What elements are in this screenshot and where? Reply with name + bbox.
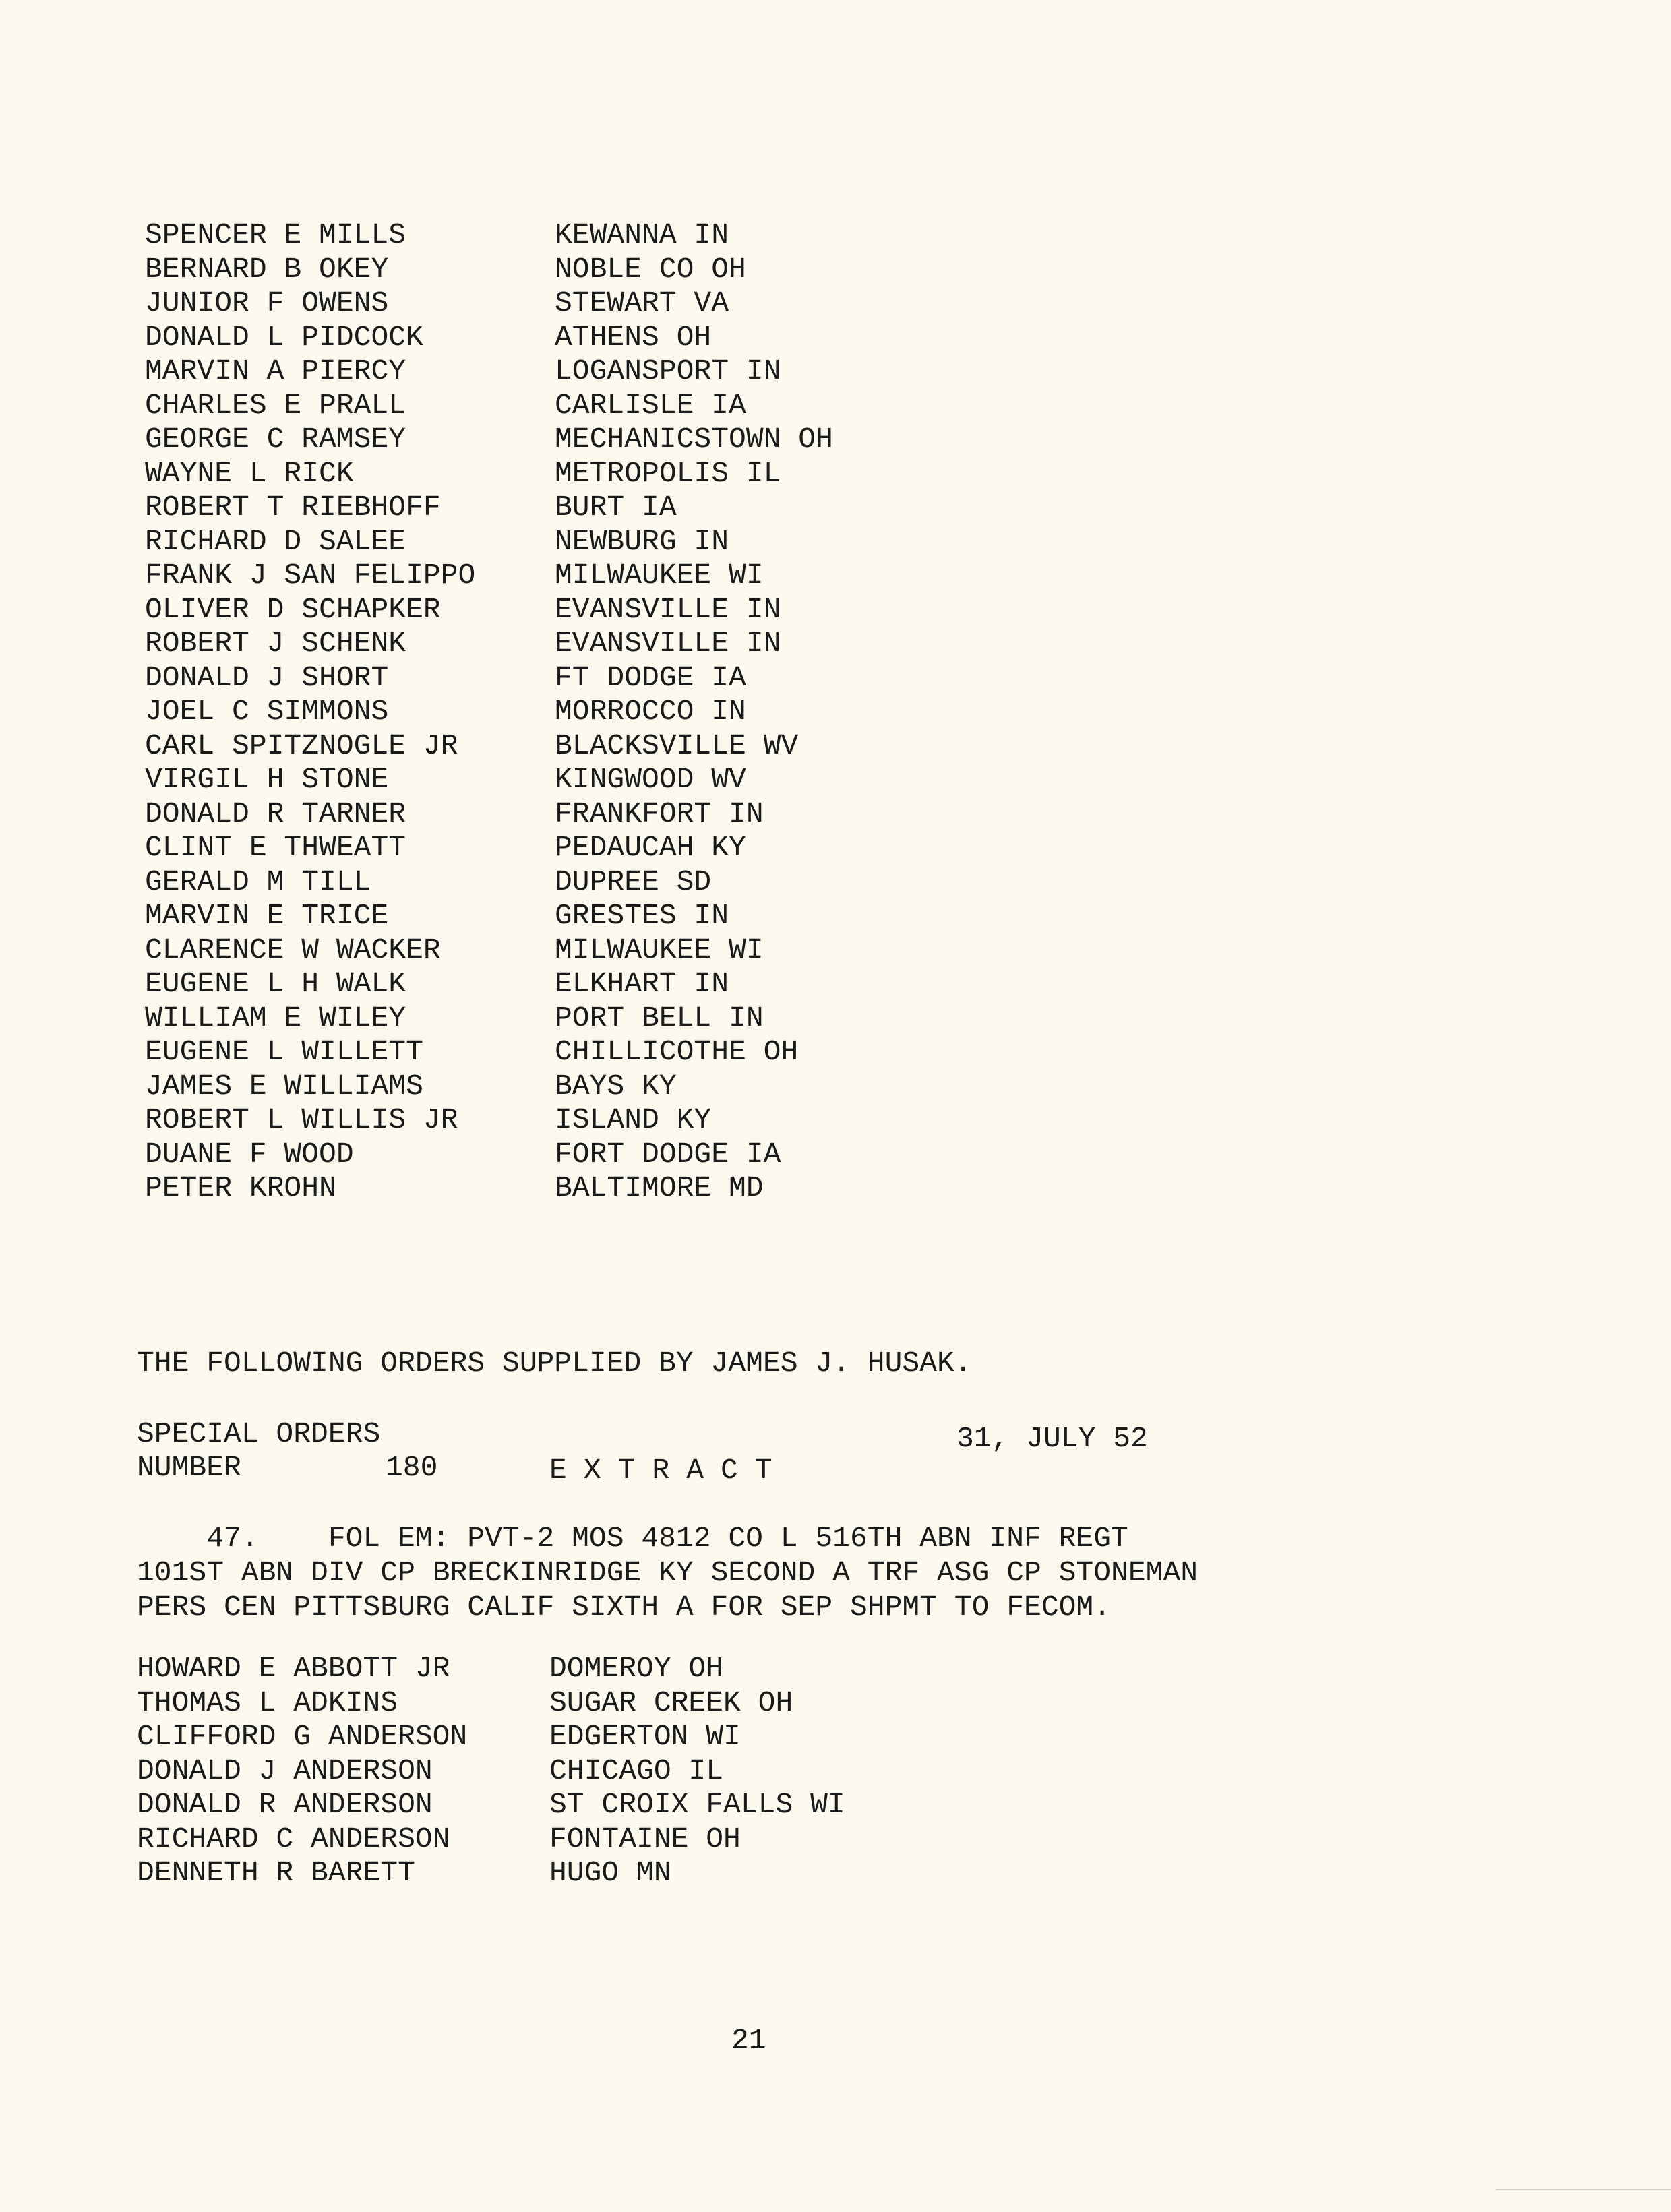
special-orders-date: 31, JULY 52 bbox=[956, 1422, 1148, 1455]
hometown: ATHENS OH bbox=[555, 320, 712, 354]
soldier-name: SPENCER E MILLS bbox=[145, 218, 406, 251]
hometown: ST CROIX FALLS WI bbox=[549, 1788, 845, 1821]
hometown: BALTIMORE MD bbox=[555, 1171, 764, 1204]
soldier-name: CHARLES E PRALL bbox=[145, 388, 406, 422]
hometown: MECHANICSTOWN OH bbox=[555, 423, 833, 456]
soldier-name: VIRGIL H STONE bbox=[145, 763, 389, 796]
hometown: DOMEROY OH bbox=[549, 1652, 724, 1685]
soldier-name: CLINT E THWEATT bbox=[145, 831, 406, 864]
hometown: GRESTES IN bbox=[555, 899, 729, 932]
hometown: FONTAINE OH bbox=[549, 1822, 741, 1855]
hometown: BURT IA bbox=[555, 491, 677, 524]
soldier-name: JUNIOR F OWENS bbox=[145, 286, 389, 319]
order-paragraph bbox=[137, 1521, 1198, 1624]
hometown: DUPREE SD bbox=[555, 865, 712, 898]
page-number: 21 bbox=[731, 2024, 766, 2057]
paragraph-line: 101ST ABN DIV CP BRECKINRIDGE KY SECOND A TRF ASG CP STONEMAN bbox=[137, 1556, 1198, 1589]
soldier-name: WILLIAM E WILEY bbox=[145, 1001, 406, 1035]
soldier-name: JAMES E WILLIAMS bbox=[145, 1069, 423, 1103]
soldier-name: ROBERT L WILLIS JR bbox=[145, 1103, 458, 1136]
soldier-name: EUGENE L WILLETT bbox=[145, 1035, 423, 1068]
hometown: HUGO MN bbox=[549, 1856, 671, 1889]
soldier-name: RICHARD C ANDERSON bbox=[137, 1822, 450, 1855]
hometown: CHILLICOTHE OH bbox=[555, 1035, 799, 1068]
hometown: NOBLE CO OH bbox=[555, 252, 746, 286]
soldier-name: DENNETH R BARETT bbox=[137, 1856, 415, 1889]
soldier-name: DONALD R TARNER bbox=[145, 797, 406, 830]
hometown: BLACKSVILLE WV bbox=[555, 729, 799, 762]
paragraph-line: 47. FOL EM: PVT-2 MOS 4812 CO L 516TH ABN INF REGT bbox=[137, 1522, 1128, 1555]
hometown: EVANSVILLE IN bbox=[555, 592, 781, 626]
orders-source-line: THE FOLLOWING ORDERS SUPPLIED BY JAMES J. HUSAK. bbox=[137, 1347, 972, 1380]
special-orders-number-label: NUMBER bbox=[137, 1451, 241, 1484]
soldier-name: CLARENCE W WACKER bbox=[145, 933, 441, 966]
hometown: FRANKFORT IN bbox=[555, 797, 764, 830]
soldier-name: WAYNE L RICK bbox=[145, 456, 354, 490]
soldier-name: BERNARD B OKEY bbox=[145, 252, 389, 286]
scan-edge-line bbox=[1496, 2189, 1671, 2190]
soldier-name: PETER KROHN bbox=[145, 1171, 336, 1204]
hometown: ISLAND KY bbox=[555, 1103, 712, 1136]
hometown: MORROCCO IN bbox=[555, 695, 746, 728]
hometown: KEWANNA IN bbox=[555, 218, 729, 251]
hometown: PORT BELL IN bbox=[555, 1001, 764, 1035]
soldier-name: GERALD M TILL bbox=[145, 865, 371, 898]
hometown: MILWAUKEE WI bbox=[555, 559, 764, 592]
soldier-name: DUANE F WOOD bbox=[145, 1137, 354, 1171]
hometown: KINGWOOD WV bbox=[555, 763, 746, 796]
hometown: FT DODGE IA bbox=[555, 660, 746, 694]
hometown: CARLISLE IA bbox=[555, 388, 746, 422]
hometown: EVANSVILLE IN bbox=[555, 627, 781, 660]
soldier-name: ROBERT J SCHENK bbox=[145, 627, 406, 660]
hometown: NEWBURG IN bbox=[555, 524, 729, 558]
hometown: CHICAGO IL bbox=[549, 1754, 724, 1787]
hometown: METROPOLIS IL bbox=[555, 456, 781, 490]
soldier-name: OLIVER D SCHAPKER bbox=[145, 592, 441, 626]
soldier-name: RICHARD D SALEE bbox=[145, 524, 406, 558]
special-orders-title: SPECIAL ORDERS bbox=[137, 1417, 381, 1450]
soldier-name: THOMAS L ADKINS bbox=[137, 1686, 398, 1719]
special-orders-number: 180 bbox=[386, 1451, 438, 1484]
soldier-name: FRANK J SAN FELIPPO bbox=[145, 559, 476, 592]
paragraph-line: PERS CEN PITTSBURG CALIF SIXTH A FOR SEP SHPMT TO FECOM. bbox=[137, 1591, 1112, 1624]
soldier-name: DONALD J SHORT bbox=[145, 660, 389, 694]
hometown: LOGANSPORT IN bbox=[555, 355, 781, 388]
soldier-name: MARVIN A PIERCY bbox=[145, 355, 406, 388]
soldier-name: CARL SPITZNOGLE JR bbox=[145, 729, 458, 762]
hometown: PEDAUCAH KY bbox=[555, 831, 746, 864]
hometown: STEWART VA bbox=[555, 286, 729, 319]
hometown: EDGERTON WI bbox=[549, 1720, 741, 1753]
soldier-name: EUGENE L H WALK bbox=[145, 967, 406, 1000]
soldier-name: GEORGE C RAMSEY bbox=[145, 423, 406, 456]
soldier-name: CLIFFORD G ANDERSON bbox=[137, 1720, 468, 1753]
hometown: BAYS KY bbox=[555, 1069, 677, 1103]
soldier-name: JOEL C SIMMONS bbox=[145, 695, 389, 728]
soldier-name: HOWARD E ABBOTT JR bbox=[137, 1652, 450, 1685]
soldier-name: DONALD L PIDCOCK bbox=[145, 320, 423, 354]
soldier-name: DONALD R ANDERSON bbox=[137, 1788, 433, 1821]
soldier-name: ROBERT T RIEBHOFF bbox=[145, 491, 441, 524]
soldier-name: MARVIN E TRICE bbox=[145, 899, 389, 932]
hometown: SUGAR CREEK OH bbox=[549, 1686, 793, 1719]
hometown: ELKHART IN bbox=[555, 967, 729, 1000]
extract-label: EXTRACT bbox=[549, 1454, 789, 1487]
hometown: FORT DODGE IA bbox=[555, 1137, 781, 1171]
soldier-name: DONALD J ANDERSON bbox=[137, 1754, 433, 1787]
hometown: MILWAUKEE WI bbox=[555, 933, 764, 966]
